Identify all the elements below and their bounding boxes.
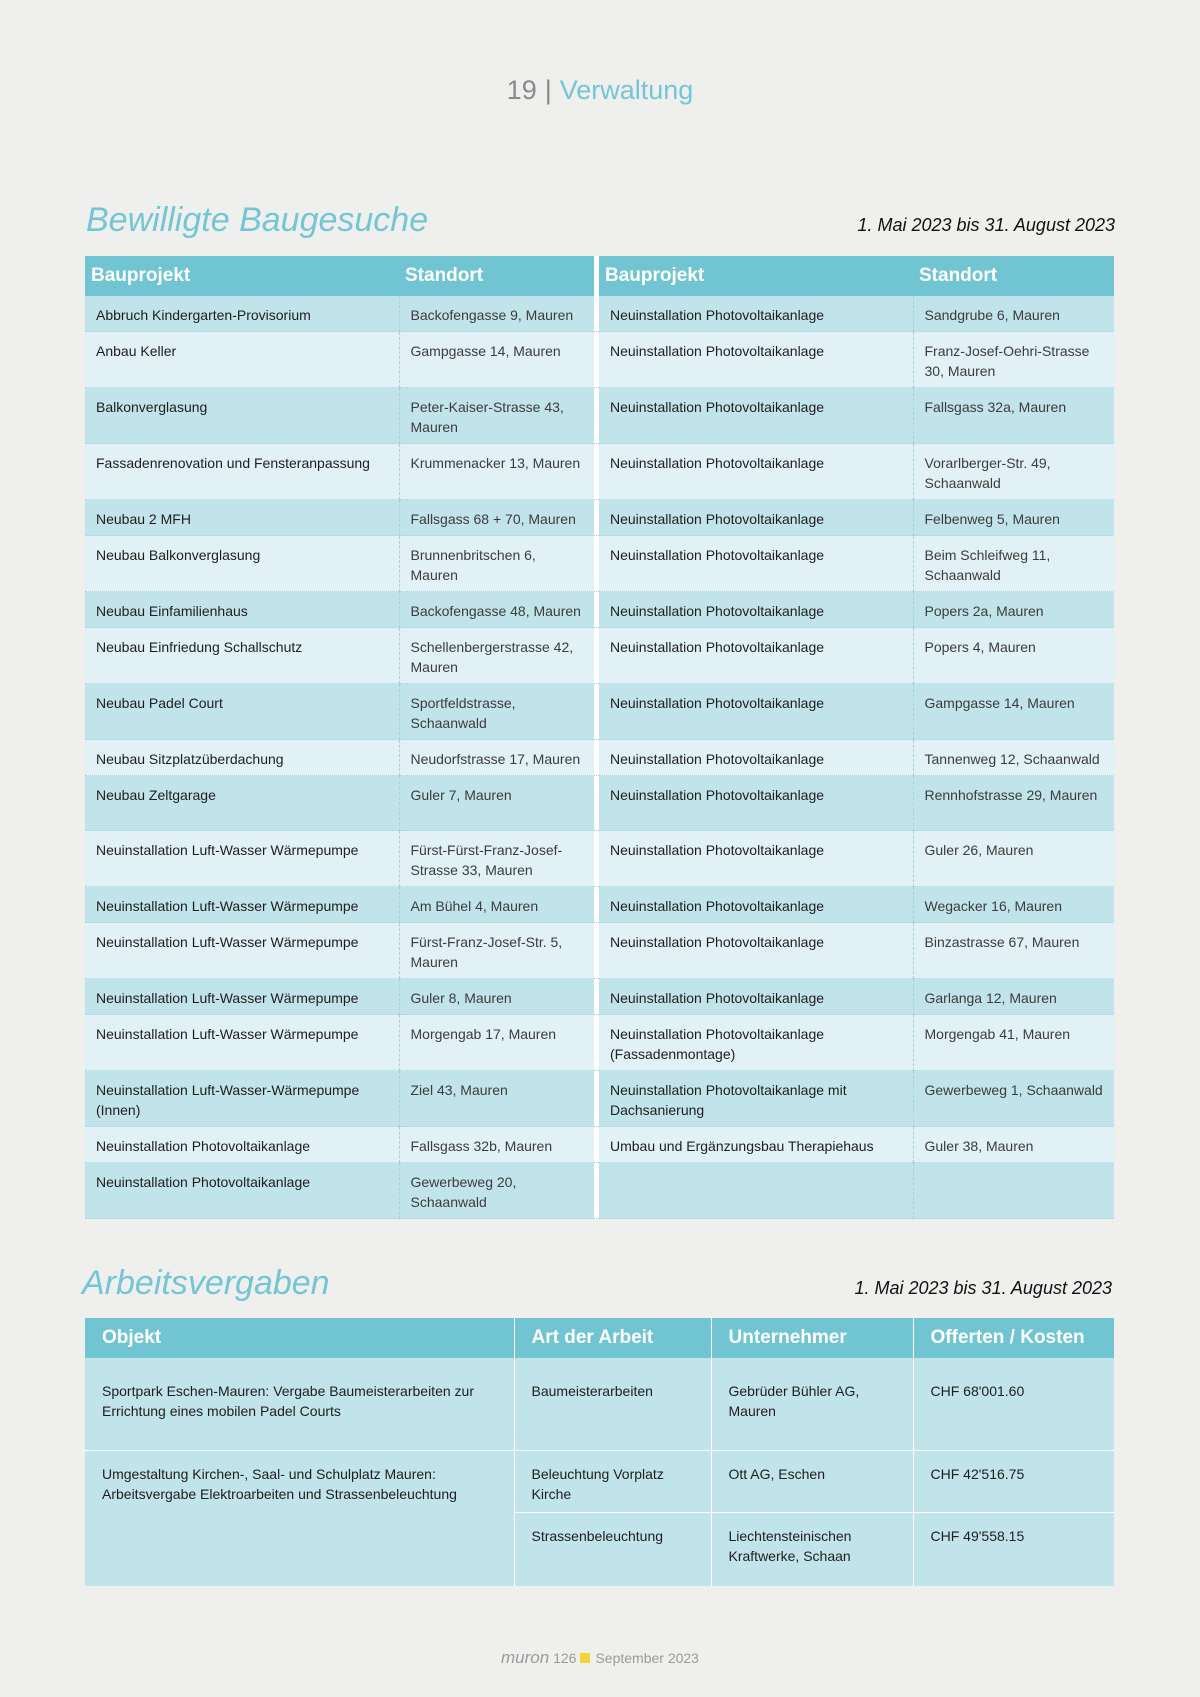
arbeitsvergaben-table bbox=[85, 1318, 1114, 1586]
table-row bbox=[85, 776, 1114, 831]
header-standort-left: Standort bbox=[399, 256, 594, 296]
location-cell-right: Popers 4, Mauren bbox=[913, 628, 1114, 684]
arbeitsvergaben-date-range: 1. Mai 2023 bis 31. August 2023 bbox=[854, 1278, 1112, 1298]
location-cell-left: Neudorfstrasse 17, Mauren bbox=[399, 740, 594, 776]
project-cell-right: Neuinstallation Photovoltaikanlage bbox=[599, 628, 913, 684]
project-cell-right: Umbau und Ergänzungsbau Therapiehaus bbox=[599, 1127, 913, 1163]
location-cell-right: Guler 38, Mauren bbox=[913, 1127, 1114, 1163]
object-cell: Umgestaltung Kirchen-, Saal- und Schulplatz Mauren: Arbeitsvergabe Elektroarbeiten und Strassenbeleuchtung bbox=[85, 1450, 514, 1586]
issue-number: 126 bbox=[553, 1650, 577, 1666]
project-cell-left: Neuinstallation Luft-Wasser Wärmepumpe bbox=[85, 1015, 399, 1071]
table-row bbox=[85, 388, 1114, 444]
section-name: Verwaltung bbox=[559, 75, 694, 105]
project-cell-left: Neuinstallation Luft-Wasser Wärmepumpe bbox=[85, 979, 399, 1015]
location-cell-left: Fürst-Franz-Josef-Str. 5, Mauren bbox=[399, 923, 594, 979]
location-cell-right: Binzastrasse 67, Mauren bbox=[913, 923, 1114, 979]
contractor-cell: Gebrüder Bühler AG, Mauren bbox=[711, 1358, 913, 1450]
table-row bbox=[85, 684, 1114, 740]
contractor-cell: Liechtensteinischen Kraftwerke, Schaan bbox=[711, 1512, 913, 1586]
location-cell-right: Garlanga 12, Mauren bbox=[913, 979, 1114, 1015]
project-cell-left: Neubau Einfamilienhaus bbox=[85, 592, 399, 628]
location-cell-right bbox=[913, 1163, 1114, 1219]
baugesuche-header-row bbox=[85, 256, 1114, 296]
project-cell-right: Neuinstallation Photovoltaikanlage bbox=[599, 592, 913, 628]
table-row bbox=[85, 1127, 1114, 1163]
table-row bbox=[85, 1358, 1114, 1450]
location-cell-left: Brunnenbritschen 6, Mauren bbox=[399, 536, 594, 592]
project-cell-left: Neuinstallation Photovoltaikanlage bbox=[85, 1127, 399, 1163]
project-cell-right: Neuinstallation Photovoltaikanlage bbox=[599, 776, 913, 831]
location-cell-right: Morgengab 41, Mauren bbox=[913, 1015, 1114, 1071]
location-cell-right: Vorarlberger-Str. 49, Schaanwald bbox=[913, 444, 1114, 500]
project-cell-right: Neuinstallation Photovoltaikanlage bbox=[599, 332, 913, 388]
yellow-square-icon bbox=[580, 1653, 590, 1663]
table-row bbox=[85, 923, 1114, 979]
location-cell-left: Gampgasse 14, Mauren bbox=[399, 332, 594, 388]
table-row bbox=[85, 740, 1114, 776]
project-cell-right: Neuinstallation Photovoltaikanlage (Fassadenmontage) bbox=[599, 1015, 913, 1071]
location-cell-right: Fallsgass 32a, Mauren bbox=[913, 388, 1114, 444]
header-objekt: Objekt bbox=[85, 1318, 514, 1358]
arbeitsvergaben-header-row bbox=[85, 1318, 1114, 1358]
header-art-der-arbeit: Art der Arbeit bbox=[514, 1318, 711, 1358]
table-row bbox=[85, 500, 1114, 536]
location-cell-left: Ziel 43, Mauren bbox=[399, 1071, 594, 1127]
table-row bbox=[85, 628, 1114, 684]
project-cell-left: Neuinstallation Luft-Wasser-Wärmepumpe (Innen) bbox=[85, 1071, 399, 1127]
table-row bbox=[85, 1071, 1114, 1127]
project-cell-right: Neuinstallation Photovoltaikanlage bbox=[599, 296, 913, 332]
project-cell-left: Neuinstallation Luft-Wasser Wärmepumpe bbox=[85, 923, 399, 979]
project-cell-left: Neuinstallation Luft-Wasser Wärmepumpe bbox=[85, 831, 399, 887]
location-cell-left: Sportfeldstrasse, Schaanwald bbox=[399, 684, 594, 740]
project-cell-right: Neuinstallation Photovoltaikanlage bbox=[599, 979, 913, 1015]
location-cell-left: Backofengasse 48, Mauren bbox=[399, 592, 594, 628]
location-cell-right: Wegacker 16, Mauren bbox=[913, 887, 1114, 923]
project-cell-left: Neubau Zeltgarage bbox=[85, 776, 399, 831]
project-cell-right: Neuinstallation Photovoltaikanlage bbox=[599, 388, 913, 444]
location-cell-left: Fallsgass 32b, Mauren bbox=[399, 1127, 594, 1163]
project-cell-left: Neubau 2 MFH bbox=[85, 500, 399, 536]
object-cell: Sportpark Eschen-Mauren: Vergabe Baumeisterarbeiten zur Errichtung eines mobilen Padel Courts bbox=[85, 1358, 514, 1450]
table-row bbox=[85, 536, 1114, 592]
project-cell-left: Neubau Einfriedung Schallschutz bbox=[85, 628, 399, 684]
table-row bbox=[85, 1015, 1114, 1071]
project-cell-right: Neuinstallation Photovoltaikanlage bbox=[599, 536, 913, 592]
baugesuche-table bbox=[85, 256, 1114, 1219]
project-cell-left: Neuinstallation Photovoltaikanlage bbox=[85, 1163, 399, 1219]
location-cell-left: Fürst-Fürst-Franz-Josef-Strasse 33, Mauren bbox=[399, 831, 594, 887]
header-bauprojekt-right: Bauprojekt bbox=[599, 256, 913, 296]
baugesuche-title: Bewilligte Baugesuche bbox=[86, 201, 429, 239]
location-cell-right: Sandgrube 6, Mauren bbox=[913, 296, 1114, 332]
table-row bbox=[85, 1163, 1114, 1219]
project-cell-left: Neuinstallation Luft-Wasser Wärmepumpe bbox=[85, 887, 399, 923]
table-row bbox=[85, 979, 1114, 1015]
work-cell: Strassenbeleuchtung bbox=[514, 1512, 711, 1586]
magazine-brand: muron bbox=[501, 1648, 550, 1667]
header-standort-right: Standort bbox=[913, 256, 1114, 296]
baugesuche-date-range: 1. Mai 2023 bis 31. August 2023 bbox=[857, 215, 1115, 235]
location-cell-left: Morgengab 17, Mauren bbox=[399, 1015, 594, 1071]
location-cell-right: Beim Schleifweg 11, Schaanwald bbox=[913, 536, 1114, 592]
project-cell-right: Neuinstallation Photovoltaikanlage bbox=[599, 740, 913, 776]
location-cell-left: Schellenbergerstrasse 42, Mauren bbox=[399, 628, 594, 684]
location-cell-right: Rennhofstrasse 29, Mauren bbox=[913, 776, 1114, 831]
project-cell-right: Neuinstallation Photovoltaikanlage mit Dachsanierung bbox=[599, 1071, 913, 1127]
location-cell-left: Fallsgass 68 + 70, Mauren bbox=[399, 500, 594, 536]
work-cell: Baumeisterarbeiten bbox=[514, 1358, 711, 1450]
project-cell-right: Neuinstallation Photovoltaikanlage bbox=[599, 887, 913, 923]
table-row bbox=[85, 296, 1114, 332]
table-row bbox=[85, 1450, 1114, 1512]
project-cell-right: Neuinstallation Photovoltaikanlage bbox=[599, 444, 913, 500]
header-bauprojekt-left: Bauprojekt bbox=[85, 256, 399, 296]
location-cell-right: Guler 26, Mauren bbox=[913, 831, 1114, 887]
contractor-cell: Ott AG, Eschen bbox=[711, 1450, 913, 1512]
cost-cell: CHF 49'558.15 bbox=[913, 1512, 1114, 1586]
project-cell-left: Fassadenrenovation und Fensteranpassung bbox=[85, 444, 399, 500]
location-cell-right: Gampgasse 14, Mauren bbox=[913, 684, 1114, 740]
project-cell-left: Neubau Padel Court bbox=[85, 684, 399, 740]
table-row bbox=[85, 592, 1114, 628]
project-cell-right: Neuinstallation Photovoltaikanlage bbox=[599, 923, 913, 979]
location-cell-left: Guler 8, Mauren bbox=[399, 979, 594, 1015]
arbeitsvergaben-title: Arbeitsvergaben bbox=[82, 1264, 330, 1302]
project-cell-left: Abbruch Kindergarten-Provisorium bbox=[85, 296, 399, 332]
project-cell-right: Neuinstallation Photovoltaikanlage bbox=[599, 500, 913, 536]
project-cell-left: Neubau Sitzplatzüberdachung bbox=[85, 740, 399, 776]
page-footer bbox=[0, 1647, 1200, 1669]
location-cell-right: Tannenweg 12, Schaanwald bbox=[913, 740, 1114, 776]
project-cell-left: Anbau Keller bbox=[85, 332, 399, 388]
header-offerten-kosten: Offerten / Kosten bbox=[913, 1318, 1114, 1358]
page-number: 19 bbox=[506, 75, 537, 105]
location-cell-left: Guler 7, Mauren bbox=[399, 776, 594, 831]
location-cell-left: Backofengasse 9, Mauren bbox=[399, 296, 594, 332]
location-cell-right: Felbenweg 5, Mauren bbox=[913, 500, 1114, 536]
work-cell: Beleuchtung Vorplatz Kirche bbox=[514, 1450, 711, 1512]
issue-date: September 2023 bbox=[595, 1650, 699, 1666]
location-cell-right: Gewerbeweg 1, Schaanwald bbox=[913, 1071, 1114, 1127]
project-cell-right bbox=[599, 1163, 913, 1219]
location-cell-left: Am Bühel 4, Mauren bbox=[399, 887, 594, 923]
location-cell-right: Franz-Josef-Oehri-Strasse 30, Mauren bbox=[913, 332, 1114, 388]
project-cell-right: Neuinstallation Photovoltaikanlage bbox=[599, 831, 913, 887]
cost-cell: CHF 68'001.60 bbox=[913, 1358, 1114, 1450]
location-cell-right: Popers 2a, Mauren bbox=[913, 592, 1114, 628]
location-cell-left: Peter-Kaiser-Strasse 43, Mauren bbox=[399, 388, 594, 444]
cost-cell: CHF 42'516.75 bbox=[913, 1450, 1114, 1512]
table-row bbox=[85, 332, 1114, 388]
header-unternehmer: Unternehmer bbox=[711, 1318, 913, 1358]
project-cell-left: Balkonverglasung bbox=[85, 388, 399, 444]
project-cell-right: Neuinstallation Photovoltaikanlage bbox=[599, 684, 913, 740]
page-header bbox=[0, 72, 1200, 108]
table-row bbox=[85, 887, 1114, 923]
location-cell-left: Gewerbeweg 20, Schaanwald bbox=[399, 1163, 594, 1219]
project-cell-left: Neubau Balkonverglasung bbox=[85, 536, 399, 592]
location-cell-left: Krummenacker 13, Mauren bbox=[399, 444, 594, 500]
header-separator: | bbox=[544, 75, 552, 105]
table-row bbox=[85, 444, 1114, 500]
table-row bbox=[85, 831, 1114, 887]
